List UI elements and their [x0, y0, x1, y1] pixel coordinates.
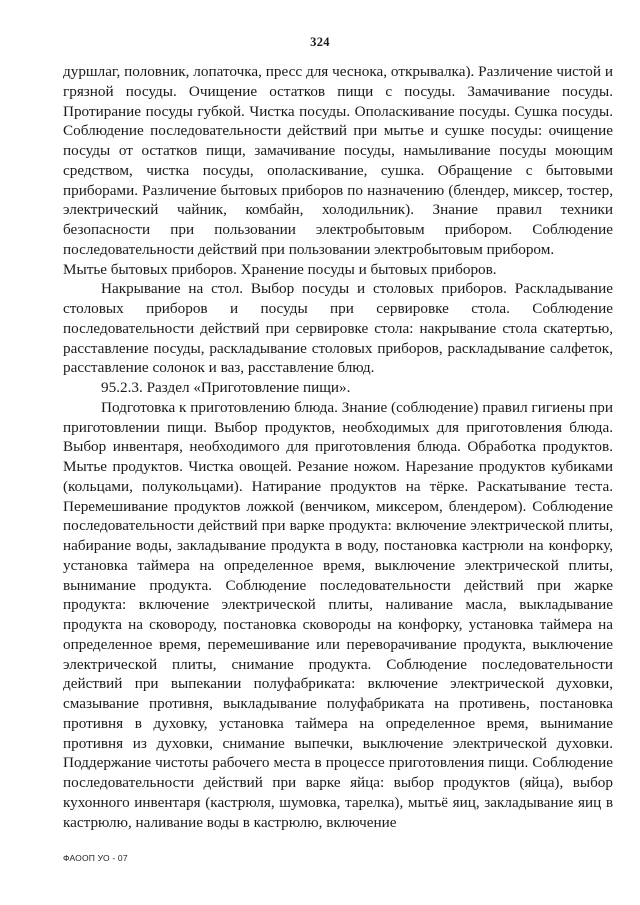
paragraph-cooking: Подготовка к приготовлению блюда. Знание (соблюдение) правил гигиены при приготовлении пищи. Выбор продуктов, необходимых для приготовления блюда. Выбор инвентаря, необходимого для приготовления блюда. Обработка продуктов. Мытье продуктов. Чистка овощей. Резание ножом. Нарезание продуктов кубиками (кольцами, полукольцами). Натирание продуктов на тёрке. Раскатывание теста. Перемешивание продуктов ложкой (венчиком, миксером, блендером). Соблюдение последовательности действий при варке продукта: включение электрической плиты, набирание воды, закладывание продукта в воду, постановка кастрюли на конфорку, установка таймера на определенное время, выключение электрической плиты, вынимание продукта. Соблюдение последовательности действий при жарке продукта: включение электрической плиты, наливание масла, выкладывание продукта на сковороду, постановка сковороды на конфорку, установка таймера на определенное время, перемешивание или переворачивание продукта, выключение электрической плиты, снимание продукта. Соблюдение последовательности действий при выпекании полуфабриката: включение электрической духовки, смазывание противня, выкладывание полуфабриката на противень, постановка противня в духовку, установка таймера на определенное время, вынимание противня из духовки, снимание выпечки, выключение электрической духовки. Поддержание чистоты рабочего места в процессе приготовления пищи. Соблюдение последовательности действий при варке яйца: выбор продуктов (яйца), выбор кухонного инвентаря (кастрюля, шумовка, тарелка), мытьё яиц, закладывание яиц в кастрюлю, наливание воды в кастрюлю, включение — [63, 398, 613, 831]
footer-document-code: ФАООП УО - 07 — [63, 853, 128, 863]
page-number: 324 — [310, 35, 330, 49]
body-text — [63, 62, 613, 832]
paragraph-table-setting: Накрывание на стол. Выбор посуды и столовых приборов. Раскладывание столовых приборов и посуды при сервировке стола. Соблюдение последовательности действий при сервировке стола: накрывание стола скатертью, расставление посуды, раскладывание столовых приборов, раскладывание салфеток, расставление солонок и ваз, расставление блюд. — [63, 280, 613, 377]
paragraph-dishwashing: дуршлаг, половник, лопаточка, пресс для чеснока, открывалка). Различение чистой и грязной посуды. Очищение остатков пищи с посуды. Замачивание посуды. Протирание посуды губкой. Чистка посуды. Ополаскивание посуды. Сушка посуды. Соблюдение последовательности действий при мытье и сушке посуды: очищение посуды от остатков пищи, замачивание посуды, намыливание посуды моющим средством, чистка посуды, ополаскивание, сушка. Обращение с бытовыми приборами. Различение бытовых приборов по назначению (блендер, миксер, тостер, электрический чайник, комбайн, холодильник). Знание правил техники безопасности при пользовании электробытовым прибором. Соблюдение последовательности действий при пользовании электробытовым прибором. — [63, 63, 613, 258]
section-heading: 95.2.3. Раздел «Приготовление пищи». — [101, 379, 351, 396]
paragraph-appliance-washing: Мытье бытовых приборов. Хранение посуды и бытовых приборов. — [63, 260, 497, 278]
